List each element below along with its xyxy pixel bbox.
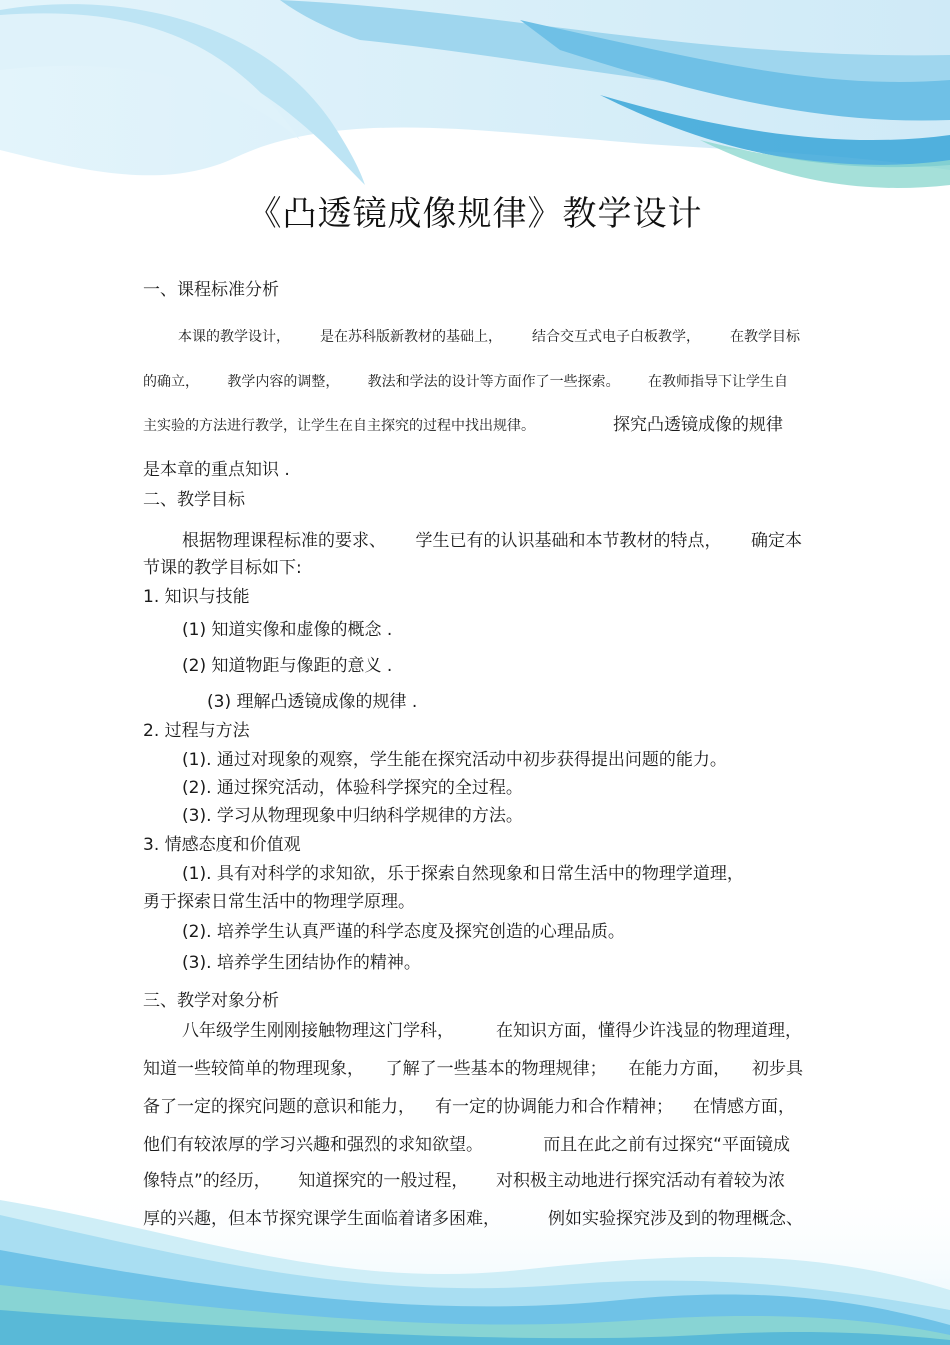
paragraph-line: [143, 1134, 790, 1156]
text-fragment: 在能力方面，: [628, 1059, 731, 1079]
text-fragment: 厚的兴趣，但本节探究课学生面临着诸多困难，: [143, 1209, 500, 1229]
text-fragment: 的确立，: [143, 374, 199, 390]
text-fragment: 例如实验探究涉及到的物理概念、: [548, 1209, 803, 1229]
paragraph-line: [143, 1170, 785, 1192]
text-fragment: 八年级学生刚刚接触物理这门学科，: [182, 1021, 454, 1041]
text-fragment: 而且在此之前有过探究“平面镜成: [543, 1135, 790, 1155]
section-heading-teaching-objectives: 二、教学目标: [143, 490, 245, 510]
text-fragment: 根据物理课程标准的要求、: [182, 531, 386, 551]
text-fragment: 确定本: [751, 531, 802, 551]
list-item: (3). 学习从物理现象中归纳科学规律的方法。: [182, 806, 523, 826]
subheading-attitudes-values: 3. 情感态度和价值观: [143, 835, 301, 855]
paragraph-line: 探究凸透镜成像的规律: [613, 415, 783, 435]
list-item: (2) 知道物距与像距的意义 .: [182, 656, 393, 676]
subheading-knowledge-skills: 1. 知识与技能: [143, 587, 250, 607]
list-item: (1). 具有对科学的求知欲，乐于探索自然现象和日常生活中的物理学道理，: [182, 864, 744, 884]
paragraph-line: [143, 371, 788, 393]
paragraph-line: 是本章的重点知识 .: [143, 460, 290, 480]
text-fragment: 像特点”的经历，: [143, 1171, 271, 1191]
text-fragment: 有一定的协调能力和合作精神；: [435, 1097, 673, 1117]
paragraph-line: [143, 1096, 795, 1118]
text-fragment: 知道探究的一般过程，: [298, 1171, 469, 1191]
paragraph-line: [178, 326, 800, 348]
text-fragment: 教法和学法的设计等方面作了一些探索。: [367, 374, 620, 390]
text-fragment: 在情感方面，: [693, 1097, 795, 1117]
list-item: (2). 培养学生认真严谨的科学态度及探究创造的心理品质。: [182, 922, 625, 942]
text-fragment: 在教师指导下让学生自: [647, 374, 788, 390]
section-heading-curriculum-standards: 一、课程标准分析: [143, 280, 279, 300]
text-fragment: 是在苏科版新教材的基础上，: [320, 329, 502, 345]
text-fragment: 了解了一些基本的物理规律；: [385, 1059, 607, 1079]
document-title: 《凸透镜成像规律》教学设计: [247, 194, 703, 234]
text-fragment: 对积极主动地进行探究活动有着较为浓: [496, 1171, 785, 1191]
text-fragment: 教学内容的调整，: [227, 374, 340, 390]
paragraph-line: [143, 1208, 803, 1230]
subheading-process-methods: 2. 过程与方法: [143, 721, 250, 741]
list-item: (2). 通过探究活动，体验科学探究的全过程。: [182, 778, 523, 798]
paragraph-line: 节课的教学目标如下:: [143, 558, 302, 578]
text-fragment: 他们有较浓厚的学习兴趣和强烈的求知欲望。: [143, 1135, 483, 1155]
list-item: (3) 理解凸透镜成像的规律 .: [207, 692, 418, 712]
list-item-continuation: 勇于探索日常生活中的物理学原理。: [143, 892, 415, 912]
paragraph-line: [182, 1020, 802, 1042]
section-heading-student-analysis: 三、教学对象分析: [143, 991, 279, 1011]
text-fragment: 备了一定的探究问题的意识和能力，: [143, 1097, 415, 1117]
text-fragment: 学生已有的认识基础和本节教材的特点，: [415, 531, 722, 551]
list-item: (1). 通过对现象的观察，学生能在探究活动中初步获得提出问题的能力。: [182, 750, 727, 770]
list-item: (3). 培养学生团结协作的精神。: [182, 953, 421, 973]
text-fragment: 在知识方面，懂得少许浅显的物理道理，: [496, 1021, 802, 1041]
text-fragment: 在教学目标: [730, 329, 800, 345]
list-item: (1) 知道实像和虚像的概念 .: [182, 620, 393, 640]
text-fragment: 本课的教学设计，: [178, 329, 290, 345]
paragraph-line: [182, 530, 802, 552]
text-fragment: 结合交互式电子白板教学，: [532, 329, 700, 345]
paragraph-line: [143, 1058, 803, 1080]
text-fragment: 初步具: [751, 1059, 803, 1079]
text-fragment: 知道一些较简单的物理现象，: [143, 1059, 364, 1079]
paragraph-line: 主实验的方法进行教学，让学生在自主探究的过程中找出规律。: [143, 418, 535, 434]
